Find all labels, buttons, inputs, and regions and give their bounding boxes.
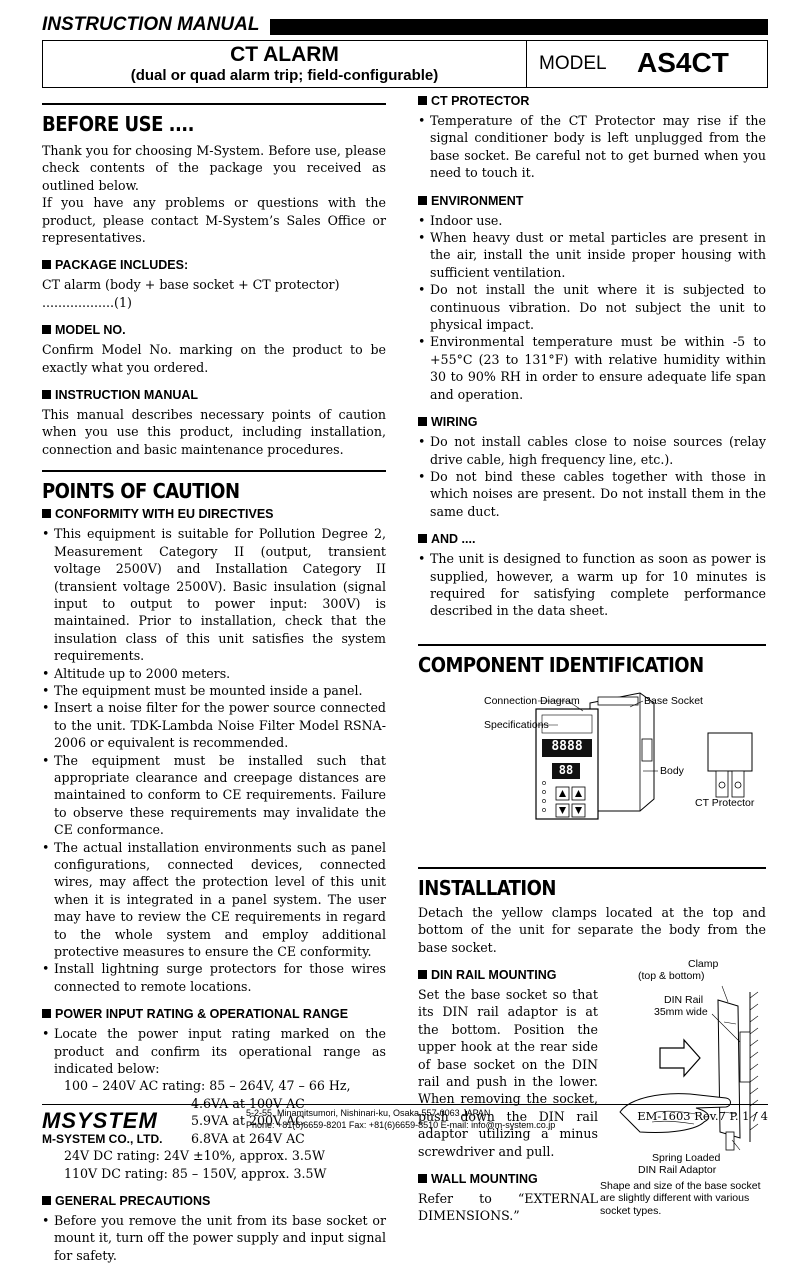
installation-intro: Detach the yellow clamps located at the top and bottom of the unit for separate the body from the base socket. <box>418 904 766 955</box>
product-title-box <box>43 41 527 87</box>
company-name: M-SYSTEM CO., LTD. <box>42 1132 163 1146</box>
list-item: • This equipment is suitable for Pollution Degree 2, Measurement Category II (output, transient voltage 2500V) and Installation Category II (transient voltage 2500V). Basic insulation (signal input to output to power input: 300V) is maintained. Prior to installation, check that the insulation class of this unit satisfies the system requirements. <box>42 525 386 664</box>
power-ac-3: 5.9VA at 200V AC <box>191 1113 305 1129</box>
list-item: • Install lightning surge protectors for those wires connected to remote locations. <box>42 960 386 995</box>
list-item: • The equipment must be mounted inside a panel. <box>42 682 386 699</box>
component-heading: COMPONENT IDENTIFICATION <box>418 652 704 677</box>
msystem-logo: MSYSTEM <box>42 1108 158 1133</box>
section-rule <box>418 644 766 646</box>
square-bullet-icon <box>42 1196 51 1205</box>
square-bullet-icon <box>42 509 51 518</box>
list-item: • Before you remove the unit from its base socket or mount it, turn off the power supply and input signal for safety. <box>42 1212 386 1264</box>
square-bullet-icon <box>418 196 427 205</box>
din-section <box>418 956 766 1224</box>
general-heading: GENERAL PRECAUTIONS <box>42 1194 386 1209</box>
footer-rule <box>42 1104 768 1105</box>
din-figure <box>600 957 766 1217</box>
document-reference: EM-1603 Rev.7 P. 1 / 4 <box>637 1109 768 1123</box>
power-list <box>42 1025 386 1077</box>
right-column <box>418 94 766 1224</box>
power-ac-2: 4.6VA at 100V AC <box>191 1095 305 1111</box>
display-top: 8888 <box>551 738 583 754</box>
company-address-block <box>246 1107 555 1131</box>
fig-din-label-1: DIN Rail <box>664 993 704 1006</box>
manual-heading: INSTRUCTION MANUAL <box>42 388 386 403</box>
wall-heading: WALL MOUNTING <box>418 1172 598 1187</box>
model-label: MODEL <box>539 53 607 74</box>
wiring-list <box>418 433 766 520</box>
square-bullet-icon <box>418 1174 427 1183</box>
model-value: AS4CT <box>637 47 729 78</box>
device-drawing <box>418 679 766 849</box>
section-rule <box>42 470 386 472</box>
label-specifications: Specifications <box>484 718 549 731</box>
din-heading: DIN RAIL MOUNTING <box>418 968 598 983</box>
manual-title: INSTRUCTION MANUAL <box>42 14 260 35</box>
square-bullet-icon <box>42 390 51 399</box>
din-text: Set the base socket so that its DIN rail adaptor is at the bottom. Position the upper hook at the rear side of base socket on the DIN rail and push in the lower. When removing the socket, push down the DIN rail adaptor utilizing a minus screwdriver and pull. <box>418 986 598 1159</box>
header-box <box>42 40 768 88</box>
package-text: CT alarm (body + base socket + CT protector) ..................(1) <box>42 277 340 310</box>
product-name: CT ALARM <box>230 43 339 66</box>
din-text-column <box>418 956 598 1225</box>
footer <box>42 1104 768 1154</box>
display-bottom: 88 <box>558 762 574 777</box>
label-base-socket: Base Socket <box>644 694 703 707</box>
power-dc-2: 110V DC rating: 85 – 150V, approx. 3.5W <box>64 1165 327 1181</box>
square-bullet-icon <box>42 1009 51 1018</box>
and-list <box>418 550 766 620</box>
product-subtitle: (dual or quad alarm trip; field-configurable) <box>130 67 439 84</box>
before-use-intro-1: Thank you for choosing M-System. Before use, please check contents of the package you received as outlined below. <box>42 143 386 193</box>
package-heading: PACKAGE INCLUDES: <box>42 258 386 273</box>
list-item: • When heavy dust or metal particles are present in the air, install the unit inside proper housing with sufficient ventilation. <box>418 229 766 281</box>
manual-text: This manual describes necessary points of caution when you use this product, including installation, connection and basic maintenance procedures. <box>42 407 386 457</box>
list-item: • The equipment must be installed such that appropriate clearance and creepage distances are maintained to conform to CE requirements. Failure to observe these requirements may invalidate the CE conformance. <box>42 752 386 839</box>
general-list <box>42 1212 386 1264</box>
header-banner <box>42 14 768 38</box>
caution-heading: POINTS OF CAUTION <box>42 479 240 504</box>
eu-list <box>42 525 386 995</box>
square-bullet-icon <box>418 417 427 426</box>
list-item: • Do not install the unit where it is subjected to continuous vibration. Do not subject the unit to physical impact. <box>418 281 766 333</box>
list-item: • Locate the power input rating marked on the product and confirm its operational range as indicated below: <box>42 1025 386 1077</box>
fig-clamp-label-1: Clamp <box>688 957 719 970</box>
and-heading: AND .... <box>418 532 766 547</box>
label-connection-diagram: Connection Diagram <box>484 694 580 707</box>
left-column <box>42 103 386 1264</box>
wall-text: Refer to “EXTERNAL DIMENSIONS.” <box>418 1191 598 1224</box>
company-address: 5-2-55, Minamitsumori, Nishinari-ku, Osaka 557-0063 JAPAN <box>246 1108 491 1118</box>
fig-spring-label-1: Spring Loaded <box>652 1151 721 1164</box>
env-heading: ENVIRONMENT <box>418 194 766 209</box>
square-bullet-icon <box>42 260 51 269</box>
list-item: • Insert a noise filter for the power source connected to the unit. TDK-Lambda Noise Filter Model RSNA-2006 or equivalent is recommended. <box>42 699 386 751</box>
model-text: Confirm Model No. marking on the product to be exactly what you ordered. <box>42 342 386 375</box>
square-bullet-icon <box>418 534 427 543</box>
ct-list <box>418 112 766 182</box>
eu-heading: CONFORMITY WITH EU DIRECTIVES <box>42 507 386 522</box>
power-heading: POWER INPUT RATING & OPERATIONAL RANGE <box>42 1007 386 1022</box>
wiring-heading: WIRING <box>418 415 766 430</box>
fig-din-label-2: 35mm wide <box>654 1005 708 1018</box>
list-item: • The unit is designed to function as soon as power is supplied, however, a warm up for 10 minutes is required for satisfying complete performance described in the data sheet. <box>418 550 766 620</box>
model-heading: MODEL NO. <box>42 323 386 338</box>
fig-spring-label-2: DIN Rail Adaptor <box>638 1163 717 1176</box>
square-bullet-icon <box>42 325 51 334</box>
section-rule <box>418 867 766 869</box>
ct-heading: CT PROTECTOR <box>418 94 766 109</box>
list-item: • The actual installation environments such as panel configurations, connected devices, connected wires, may affect the protection level of this unit when it is integrated in a panel system. The user may have to review the CE requirements in regard to the whole system and employ additional protective measures to ensure the CE conformity. <box>42 839 386 961</box>
section-rule <box>42 103 386 105</box>
power-dc-1: 24V DC rating: 24V ±10%, approx. 3.5W <box>64 1148 325 1164</box>
before-use-intro-2: If you have any problems or questions with the product, please contact M-System’s Sales Office or representatives. <box>42 195 386 246</box>
square-bullet-icon <box>418 970 427 979</box>
label-ct-protector: CT Protector <box>695 796 755 809</box>
label-body: Body <box>660 764 684 777</box>
list-item: • Temperature of the CT Protector may rise if the signal conditioner body is left unplugged from the base socket. Be careful not to get burned when you need to touch it. <box>418 112 766 182</box>
list-item: • Indoor use. <box>418 212 766 229</box>
fig-clamp-label-2: (top & bottom) <box>638 969 705 982</box>
installation-heading: INSTALLATION <box>418 875 556 900</box>
company-contact: Phone: +81(6)6659-8201 Fax: +81(6)6659-8510 E-mail: info@m-system.co.jp <box>246 1120 556 1130</box>
power-ac-1: 100 – 240V AC rating: 85 – 264V, 47 – 66 Hz, <box>64 1078 351 1094</box>
component-diagram <box>418 679 766 849</box>
list-item: • Environmental temperature must be within -5 to +55°C (23 to 131°F) with relative humidity within 30 to 90% RH in order to ensure adequate life span and operation. <box>418 333 766 403</box>
square-bullet-icon <box>418 96 427 105</box>
fig-note: Shape and size of the base socket are slightly different with various socket types. <box>600 1179 761 1217</box>
env-list <box>418 212 766 403</box>
power-ac-4: 6.8VA at 264V AC <box>191 1130 305 1146</box>
before-use-heading: BEFORE USE .... <box>42 112 194 136</box>
list-item: • Do not install cables close to noise sources (relay drive cable, high frequency line, etc.). <box>418 433 766 468</box>
list-item: • Do not bind these cables together with those in which noises are present. Do not install them in the same duct. <box>418 468 766 520</box>
header-bar <box>270 19 768 35</box>
list-item: • Altitude up to 2000 meters. <box>42 665 386 682</box>
